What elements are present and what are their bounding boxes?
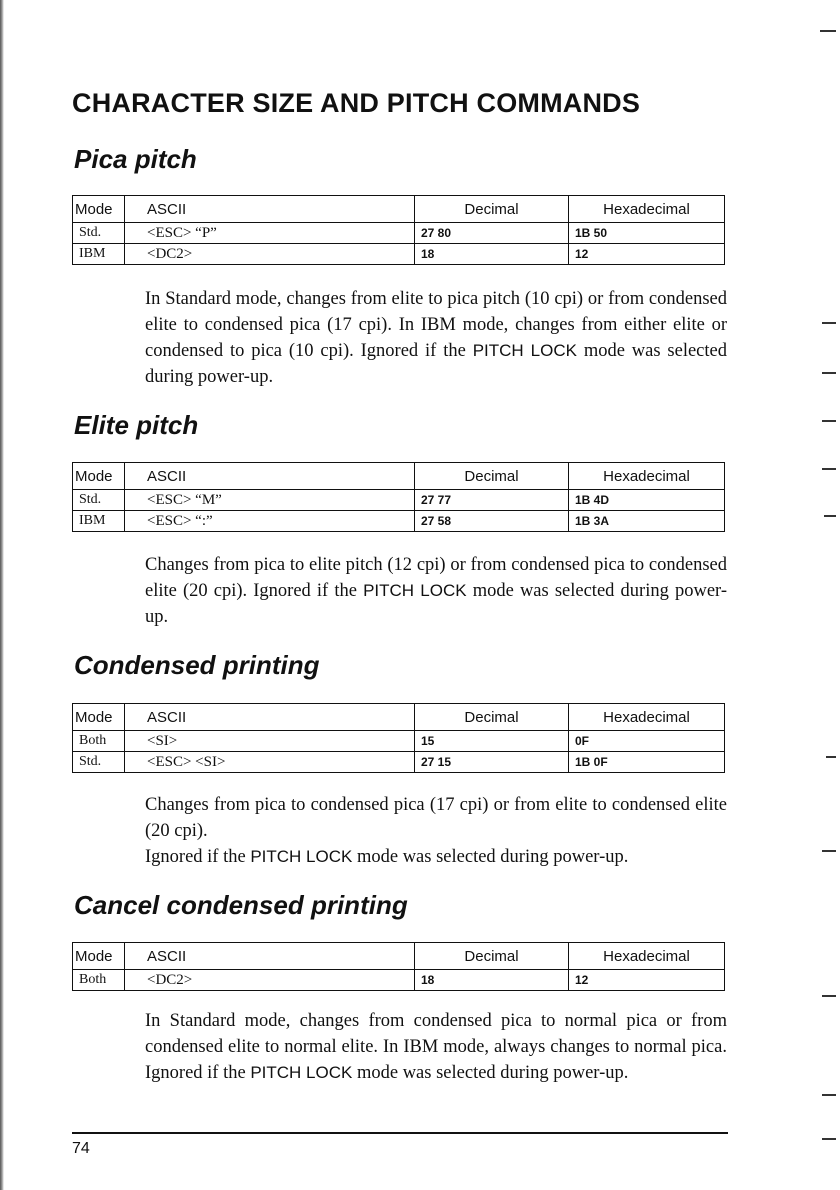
header-ascii: ASCII xyxy=(125,704,415,731)
table-header-row xyxy=(73,463,725,490)
cell-hex: 1B 4D xyxy=(569,490,725,511)
cell-hex: 1B 3A xyxy=(569,511,725,532)
cell-ascii: <ESC> <SI> xyxy=(125,752,415,773)
cell-decimal: 18 xyxy=(415,970,569,991)
cell-decimal: 27 58 xyxy=(415,511,569,532)
section-heading-pica-pitch: Pica pitch xyxy=(74,144,197,174)
description-condensed-printing: Changes from pica to condensed pica (17 cpi) or from elite to condensed elite (20 cpi). Ignored if the PITCH LOCK mode was selected during power-up. xyxy=(145,795,727,867)
header-hex: Hexadecimal xyxy=(569,704,725,731)
section-heading-cancel-condensed-printing: Cancel condensed printing xyxy=(74,890,408,920)
cell-ascii: <DC2> xyxy=(125,244,415,265)
cell-ascii: <ESC> “:” xyxy=(125,511,415,532)
header-mode: Mode xyxy=(73,943,125,970)
footer-rule xyxy=(72,1132,728,1134)
cell-decimal: 27 15 xyxy=(415,752,569,773)
cell-hex: 1B 0F xyxy=(569,752,725,773)
cell-ascii: <DC2> xyxy=(125,970,415,991)
cell-mode: Std. xyxy=(73,752,125,773)
cell-decimal: 18 xyxy=(415,244,569,265)
table-row xyxy=(73,490,725,511)
header-decimal: Decimal xyxy=(415,943,569,970)
description-cancel-condensed-printing: In Standard mode, changes from condensed pica to normal pica or from condensed elite to normal elite. In IBM mode, always changes to normal pica. Ignored if the PITCH LOCK mode was selected during power-up. xyxy=(145,1011,727,1083)
cell-ascii: <SI> xyxy=(125,731,415,752)
cell-hex: 12 xyxy=(569,970,725,991)
table-row xyxy=(73,970,725,991)
section-heading-elite-pitch: Elite pitch xyxy=(74,410,199,440)
cell-decimal: 27 80 xyxy=(415,223,569,244)
cell-mode: IBM xyxy=(73,511,125,532)
table-header-row xyxy=(73,704,725,731)
header-hex: Hexadecimal xyxy=(569,943,725,970)
header-ascii: ASCII xyxy=(125,196,415,223)
cell-mode: Both xyxy=(73,731,125,752)
cell-ascii: <ESC> “M” xyxy=(125,490,415,511)
table-header-row xyxy=(73,196,725,223)
cell-ascii: <ESC> “P” xyxy=(125,223,415,244)
table-row xyxy=(73,244,725,265)
table-row xyxy=(73,731,725,752)
header-mode: Mode xyxy=(73,196,125,223)
cell-hex: 1B 50 xyxy=(569,223,725,244)
command-table-elite-pitch xyxy=(72,462,725,532)
cell-mode: IBM xyxy=(73,244,125,265)
command-table-cancel-condensed-printing xyxy=(72,942,725,991)
cell-mode: Std. xyxy=(73,490,125,511)
table-row xyxy=(73,511,725,532)
cell-hex: 0F xyxy=(569,731,725,752)
command-table-condensed-printing xyxy=(72,703,725,773)
cell-mode: Std. xyxy=(73,223,125,244)
description-pica-pitch: In Standard mode, changes from elite to pica pitch (10 cpi) or from condensed elite to condensed pica (17 cpi). In IBM mode, changes from either elite or condensed to pica (10 cpi). Ignored if the PITCH LOCK mode was selected during power-up. xyxy=(145,289,727,387)
table-row xyxy=(73,223,725,244)
page-title: CHARACTER SIZE AND PITCH COMMANDS xyxy=(72,88,641,118)
header-decimal: Decimal xyxy=(415,196,569,223)
header-decimal: Decimal xyxy=(415,704,569,731)
description-elite-pitch: Changes from pica to elite pitch (12 cpi) or from condensed pica to condensed elite (20 cpi). Ignored if the PITCH LOCK mode was selected during power-up. xyxy=(145,555,727,627)
section-heading-condensed-printing: Condensed printing xyxy=(74,650,320,680)
table-header-row xyxy=(73,943,725,970)
header-mode: Mode xyxy=(73,704,125,731)
scan-left-edge xyxy=(0,0,4,1190)
header-ascii: ASCII xyxy=(125,463,415,490)
cell-mode: Both xyxy=(73,970,125,991)
header-ascii: ASCII xyxy=(125,943,415,970)
table-row xyxy=(73,752,725,773)
header-decimal: Decimal xyxy=(415,463,569,490)
cell-decimal: 15 xyxy=(415,731,569,752)
header-hex: Hexadecimal xyxy=(569,463,725,490)
header-hex: Hexadecimal xyxy=(569,196,725,223)
cell-decimal: 27 77 xyxy=(415,490,569,511)
page-number: 74 xyxy=(72,1140,90,1157)
cell-hex: 12 xyxy=(569,244,725,265)
header-mode: Mode xyxy=(73,463,125,490)
command-table-pica-pitch xyxy=(72,195,725,265)
scan-right-margin xyxy=(810,0,840,1190)
